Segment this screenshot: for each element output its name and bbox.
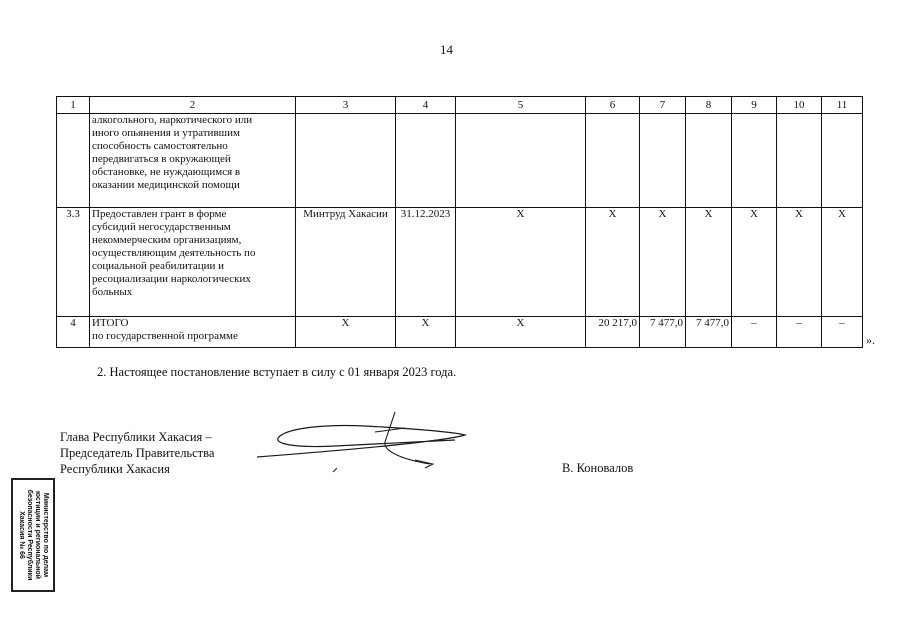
value-cell: Х (456, 208, 586, 317)
value-cell: 7 477,0 (640, 317, 686, 348)
value-cell: – (777, 317, 822, 348)
row-description (90, 317, 296, 348)
stamp-line: юстиции и региональной (34, 491, 41, 579)
value-cell (822, 114, 863, 208)
header-cell: 4 (396, 97, 456, 114)
value-cell (732, 114, 777, 208)
value-cell: – (822, 317, 863, 348)
value-cell (586, 114, 640, 208)
registration-stamp (11, 478, 55, 592)
description-line: некоммерческим организациям, (92, 234, 242, 246)
signer-title-line: Глава Республики Хакасия – (60, 430, 212, 444)
header-cell: 3 (296, 97, 396, 114)
header-cell: 6 (586, 97, 640, 114)
description-line: передвигаться в окружающей (92, 153, 231, 165)
header-cell: 7 (640, 97, 686, 114)
executor-cell: Х (296, 317, 396, 348)
effective-date-paragraph: 2. Настоящее постановление вступает в силу с 01 января 2023 года. (97, 365, 457, 379)
row-number: 3.3 (57, 208, 90, 317)
date-cell: 31.12.2023 (396, 208, 456, 317)
program-table (56, 96, 863, 348)
signer-title-line: Председатель Правительства (60, 446, 215, 460)
signer-title (60, 429, 214, 477)
closing-quote: ». (866, 333, 875, 347)
header-cell: 9 (732, 97, 777, 114)
header-cell: 11 (822, 97, 863, 114)
description-line: по государственной программе (92, 330, 238, 342)
value-cell: Х (586, 208, 640, 317)
description-line: субсидий негосударственным (92, 221, 231, 233)
description-line: осуществляющим деятельность по (92, 247, 256, 259)
header-cell: 8 (686, 97, 732, 114)
description-line: иного опьянения и утратившим (92, 127, 240, 139)
stamp-line: Хакасия № 66 (18, 511, 25, 559)
value-cell (640, 114, 686, 208)
header-cell: 2 (90, 97, 296, 114)
value-cell: Х (732, 208, 777, 317)
header-cell: 5 (456, 97, 586, 114)
table-row (57, 114, 863, 208)
description-line: обстановке, не нуждающимся в (92, 166, 241, 178)
description-line: социальной реабилитации и (92, 260, 225, 272)
signer-name: В. Коновалов (562, 461, 634, 475)
row-description (90, 208, 296, 317)
stamp-line: Министерство по делам (42, 492, 49, 578)
executor-cell: Минтруд Хакасии (296, 208, 396, 317)
page-number: 14 (440, 42, 453, 57)
value-cell (777, 114, 822, 208)
description-line: способность самостоятельно (92, 140, 228, 152)
executor-cell (296, 114, 396, 208)
value-cell: Х (456, 317, 586, 348)
value-cell (686, 114, 732, 208)
row-number (57, 114, 90, 208)
stamp-text (17, 483, 49, 587)
description-line: Предоставлен грант в форме (92, 208, 227, 220)
value-cell: Х (640, 208, 686, 317)
description-line: ресоциализации наркологических (92, 273, 251, 285)
value-cell: 7 477,0 (686, 317, 732, 348)
date-cell: Х (396, 317, 456, 348)
row-number: 4 (57, 317, 90, 348)
value-cell: Х (686, 208, 732, 317)
value-cell: 20 217,0 (586, 317, 640, 348)
description-line: оказании медицинской помощи (92, 179, 240, 191)
value-cell: – (732, 317, 777, 348)
table-row (57, 208, 863, 317)
value-cell (456, 114, 586, 208)
date-cell (396, 114, 456, 208)
signer-title-line: Республики Хакасия (60, 462, 170, 476)
value-cell: Х (822, 208, 863, 317)
table-row-total (57, 317, 863, 348)
header-cell: 10 (777, 97, 822, 114)
row-description (90, 114, 296, 208)
description-line: алкогольного, наркотического или (92, 114, 253, 126)
value-cell: Х (777, 208, 822, 317)
table-header-row (57, 97, 863, 114)
description-line: ИТОГО (92, 317, 129, 329)
description-line: больных (92, 286, 133, 298)
handwritten-signature (255, 402, 485, 482)
header-cell: 1 (57, 97, 90, 114)
stamp-line: безопасности Республики (26, 489, 33, 581)
